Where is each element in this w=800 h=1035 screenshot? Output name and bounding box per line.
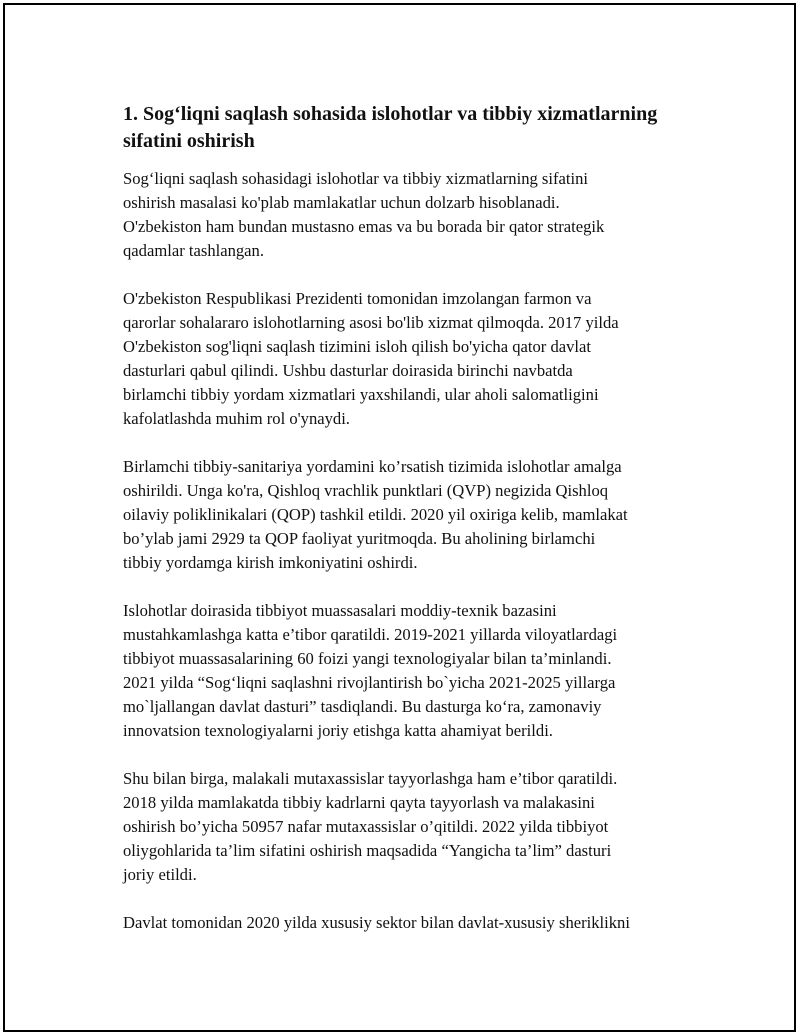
paragraph: Sog‘liqni saqlash sohasidagi islohotlar va tibbiy xizmatlarning sifatini oshirish masalasi ko'plab mamlakatlar uchun dolzarb hisoblanadi. O'zbekiston ham bundan mustasno emas va bu borada bir qator strategik qadamlar tashlangan. (123, 169, 605, 260)
paragraph: Islohotlar doirasida tibbiyot muassasalari moddiy-texnik bazasini mustahkamlashga katta e’tibor qaratildi. 2019-2021 yillarda viloyatlardagi tibbiyot muassasalarining 60 foizi yangi texnologiyalar bilan ta’minlandi. 2021 yilda “Sog‘liqni saqlashni rivojlantirish bo`yicha 2021-2025 yillarga mo`ljallangan davlat dasturi” tasdiqlandi. Bu dasturga ko‘ra, zamonaviy innovatsion texnologiyalarni joriy etishga katta ahamiyat berildi. (123, 601, 618, 740)
page-frame (3, 3, 796, 1032)
paragraph: Shu bilan birga, malakali mutaxassislar tayyorlashga ham e’tibor qaratildi. 2018 yilda mamlakatda tibbiy kadrlarni qayta tayyorlash va malakasini oshirish bo’yicha 50957 nafar mutaxassislar o’qitildi. 2022 yilda tibbiyot oliygohlarida ta’lim sifatini oshirish maqsadida “Yangicha ta’lim” dasturi joriy etildi. (123, 769, 618, 884)
document-body (123, 101, 691, 959)
paragraph: Birlamchi tibbiy-sanitariya yordamini ko’rsatish tizimida islohotlar amalga oshirildi. Unga ko'ra, Qishloq vrachlik punktlari (QVP) negizida Qishloq oilaviy poliklinikalari (QOP) tashkil etildi. 2020 yil oxiriga kelib, mamlakat bo’ylab jami 2929 ta QOP faoliyat yuritmoqda. Bu aholining birlamchi tibbiy yordamga kirish imkoniyatini oshirdi. (123, 457, 628, 572)
paragraph: O'zbekiston Respublikasi Prezidenti tomonidan imzolangan farmon va qarorlar sohalararo islohotlarning asosi bo'lib xizmat qilmoqda. 2017 yilda O'zbekiston sog'liqni saqlash tizimini isloh qilish bo'yicha qator davlat dasturlari qabul qilindi. Ushbu dasturlar doirasida birinchi navbatda birlamchi tibbiy yordam xizmatlari yaxshilandi, ular aholi salomatligini kafolatlashda muhim rol o'ynaydi. (123, 289, 619, 428)
paragraph-truncated: Davlat tomonidan 2020 yilda xususiy sektor bilan davlat-xususiy sheriklikni (123, 913, 630, 932)
section-heading: 1. Sog‘liqni saqlash sohasida islohotlar va tibbiy xizmatlarning sifatini oshirish (123, 103, 658, 152)
